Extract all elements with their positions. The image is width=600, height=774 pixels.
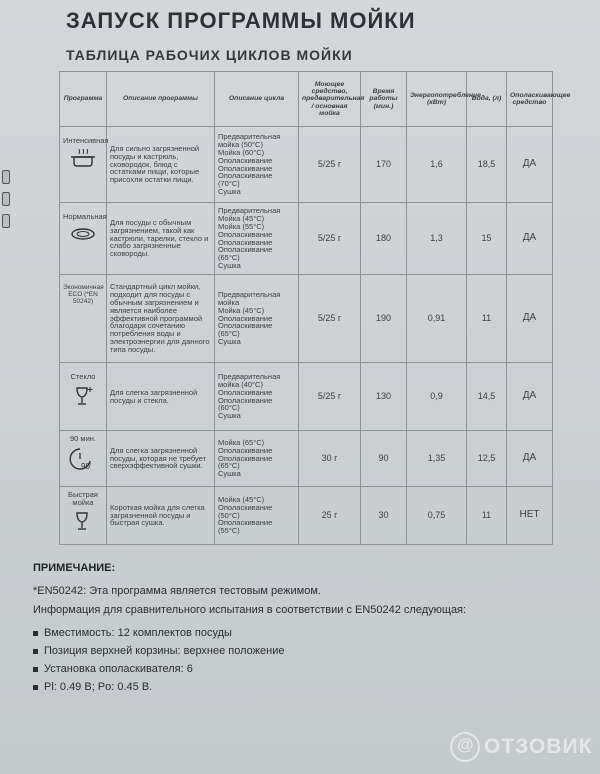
header-energy: Энергопотребление (кВт) <box>407 72 467 127</box>
clock-90-icon <box>68 447 98 473</box>
time-cell: 180 <box>361 203 407 275</box>
description-cell: Короткая мойка для слегка загрязненной посуды и быстрая сушка. <box>107 487 215 545</box>
rinse-cell: НЕТ <box>507 487 553 545</box>
time-cell: 190 <box>361 275 407 363</box>
note-line-2: Информация для сравнительного испытания в соответствии с EN50242 следующая: <box>33 604 467 616</box>
watermark-text: ОТЗОВИК <box>484 735 593 758</box>
note-line-1: *EN50242: Эта программа является тестовым режимом. <box>33 585 321 597</box>
rinse-cell: ДА <box>507 275 553 363</box>
energy-cell: 0,91 <box>407 275 467 363</box>
table-row <box>60 363 553 431</box>
program-cell <box>60 487 107 545</box>
description-cell: Для слегка загрязненной посуды и стекла. <box>107 363 215 431</box>
binding-rings <box>0 170 10 230</box>
water-cell: 18,5 <box>467 127 507 203</box>
program-cell <box>60 431 107 487</box>
energy-cell: 0,75 <box>407 487 467 545</box>
water-cell: 11 <box>467 275 507 363</box>
bullet-text: Вместимость: 12 комплектов посуды <box>44 627 232 639</box>
clock-label: 90' <box>81 461 92 471</box>
program-name: 90 мин. <box>70 434 96 443</box>
header-cycle: Описание цикла <box>215 72 299 127</box>
note-bullet <box>33 645 284 657</box>
watermark-logo-icon <box>450 732 480 762</box>
page-title: ЗАПУСК ПРОГРАММЫ МОЙКИ <box>66 8 416 33</box>
description-cell: Для посуды с обычным загрязнением, такой как кастрюли, тарелки, стекло и слабо загрязненные сковороды. <box>107 203 215 275</box>
rinse-cell: ДА <box>507 127 553 203</box>
program-name: Экономичная ECO (*EN 50242) <box>63 284 104 305</box>
table-header-row <box>60 72 553 127</box>
water-cell: 12,5 <box>467 431 507 487</box>
water-cell: 15 <box>467 203 507 275</box>
detergent-cell: 25 г <box>299 487 361 545</box>
detergent-cell: 5/25 г <box>299 127 361 203</box>
header-time: Время работы (мин.) <box>361 72 407 127</box>
energy-cell: 1,35 <box>407 431 467 487</box>
cycle-cell: Мойка (65°C) Ополаскивание Ополаскивание (65°C) Сушка <box>215 431 299 487</box>
description-cell: Стандартный цикл мойки, подходит для посуды с обычным загрязнением и является наиболее эффективной программой благодаря сочетанию потребления воды и электроэнергии для данного типа посуды. <box>107 275 215 363</box>
program-name: Быстрая мойка <box>68 490 98 507</box>
note-bullet <box>33 681 152 693</box>
bullet-text: Позиция верхней корзины: верхнее положение <box>44 645 285 657</box>
note-bullet <box>33 663 193 675</box>
cycle-cell: Предварительная мойка (40°C) Ополаскивание Ополаскивание (60°C) Сушка <box>215 363 299 431</box>
cycle-cell: Предварительная мойка Мойка (45°C) Ополаскивание Ополаскивание (65°C) Сушка <box>215 275 299 363</box>
program-cell <box>60 275 107 363</box>
cycle-cell: Мойка (45°C) Ополаскивание (50°C) Ополаскивание (55°C) <box>215 487 299 545</box>
detergent-cell: 5/25 г <box>299 363 361 431</box>
wash-cycles-table <box>59 71 571 545</box>
table-row <box>60 203 553 275</box>
program-cell <box>60 127 107 203</box>
energy-cell: 1,3 <box>407 203 467 275</box>
time-cell: 90 <box>361 431 407 487</box>
program-cell <box>60 363 107 431</box>
table-row <box>60 275 553 363</box>
header-program: Программа <box>60 72 107 127</box>
detergent-cell: 5/25 г <box>299 203 361 275</box>
water-cell: 11 <box>467 487 507 545</box>
header-rinse: Ополаскивающее средство <box>507 72 553 127</box>
energy-cell: 1,6 <box>407 127 467 203</box>
quick-wash-icon <box>73 511 93 531</box>
description-cell: Для сильно загрязненной посуды и кастрюль, сковородок, блюд с остатками пищи, которые присохли остатки пищи. <box>107 127 215 203</box>
bullet-text: Установка ополаскивателя: 6 <box>44 663 193 675</box>
energy-cell: 0,9 <box>407 363 467 431</box>
cycle-cell: Предварительная мойка (50°C) Мойка (60°C) Ополаскивание Ополаскивание Ополаскивание (70°C) Сушка <box>215 127 299 203</box>
rinse-cell: ДА <box>507 203 553 275</box>
rinse-cell: ДА <box>507 363 553 431</box>
detergent-cell: 30 г <box>299 431 361 487</box>
normal-plate-icon <box>70 225 96 241</box>
time-cell: 130 <box>361 363 407 431</box>
watermark <box>450 732 592 762</box>
water-cell: 14,5 <box>467 363 507 431</box>
rinse-cell: ДА <box>507 431 553 487</box>
header-detergent: Моющее средство, предварительная / основная мойка <box>299 72 361 127</box>
program-name: Стекло <box>70 372 96 381</box>
program-cell <box>60 203 107 275</box>
header-water: Вода, (л) <box>467 72 507 127</box>
detergent-cell: 5/25 г <box>299 275 361 363</box>
intensive-pot-icon <box>70 149 96 167</box>
note-bullet <box>33 627 232 639</box>
bullet-text: Pl: 0.49 В; Po: 0.45 В. <box>44 681 153 693</box>
header-description: Описание программы <box>107 72 215 127</box>
program-name: Нормальная <box>63 212 107 221</box>
time-cell: 170 <box>361 127 407 203</box>
note-title: ПРИМЕЧАНИЕ: <box>33 562 116 574</box>
description-cell: Для слегка загрязненной посуды, которая не требует сверхэффективной сушки. <box>107 431 215 487</box>
glass-icon <box>72 385 94 407</box>
section-title: ТАБЛИЦА РАБОЧИХ ЦИКЛОВ МОЙКИ <box>66 47 353 63</box>
table-row <box>60 431 553 487</box>
time-cell: 30 <box>361 487 407 545</box>
table-row <box>60 127 553 203</box>
program-name: Интенсивная <box>63 136 109 145</box>
cycle-cell: Предварительная Мойка (45°C) Мойка (55°C) Ополаскивание Ополаскивание Ополаскивание (65°C) Сушка <box>215 203 299 275</box>
table-row <box>60 487 553 545</box>
